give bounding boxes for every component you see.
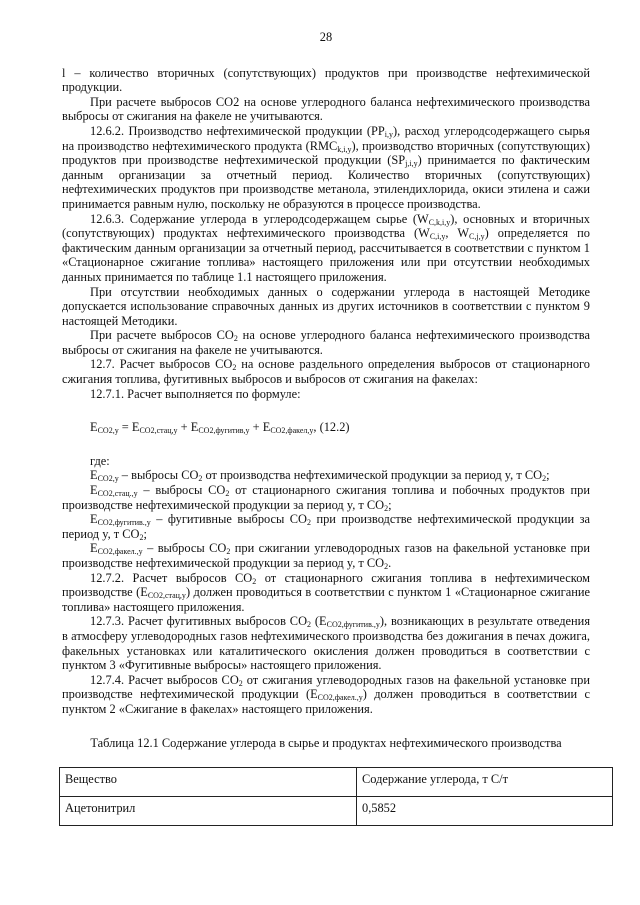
- paragraph-12-7-4: 12.7.4. Расчет выбросов $CO_2$ от сжигания углеводородных газов на факельной установке при производстве нефтехимической продукции $(E_{CO2,факел.,y})$ должен проводиться в соответствии с пунктом 2 «Сжигание в факелах» настоящего приложения.: [62, 672, 590, 716]
- table-row: [60, 797, 613, 826]
- table-header-carbon-content: Содержание углерода, т С/т: [357, 768, 613, 797]
- carbon-content-table: [59, 767, 613, 826]
- paragraph-12-7-1: 12.7.1. Расчет выполняется по формуле:: [90, 386, 301, 401]
- definition-e-co2-stac: $E_{CO2,стац.,y}$ – выбросы $CO_2$ от стационарного сжигания топлива и побочных продуктов при производстве нефтехимической продукции за период y, т $CO_2$;: [62, 483, 590, 513]
- paragraph-reference-data: При отсутствии необходимых данных о содержании углерода в настоящей Методике допускается использование справочных данных из других источников в соответствии с пунктом 9 настоящей Методики.: [62, 284, 590, 328]
- paragraph-12-7-2: 12.7.2. Расчет выбросов $CO_2$ от стационарного сжигания топлива в нефтехимическом производстве $(E_{CO2,стац,y})$ должен проводиться в соответствии с пунктом 1 «Стационарное сжигание топлива» настоящего приложения.: [62, 570, 590, 614]
- definition-e-co2-fug: $E_{CO2,фугитив.,y}$ – фугитивные выбросы $CO_2$ при производстве нефтехимической продукции за период y, т $CO_2$;: [62, 512, 590, 542]
- page-number: 28: [319, 30, 333, 44]
- definition-e-co2-y: $E_{CO2,y}$ – выбросы $CO_2$ от производства нефтехимической продукции за период y, т $CO_2$;: [90, 468, 550, 484]
- paragraph-12-7: 12.7. Расчет выбросов $CO_2$ на основе раздельного определения выбросов от стационарного сжигания топлива, фугитивных выбросов и выбросов от сжигания на факелах:: [62, 357, 590, 387]
- table-cell-carbon-content: 0,5852: [357, 797, 613, 826]
- document-page: [62, 30, 590, 826]
- paragraph-co2-balance-note: При расчете выбросов CO2 на основе углеродного баланса нефтехимического производства выбросы от сжигания на факеле не учитываются.: [62, 94, 590, 124]
- paragraph-12-6-2: 12.6.2. Производство нефтехимической продукции $(PP_{i,y})$, расход углеродсодержащего сырья на производство нефтехимического продукта $(RMC_{k,i,y})$, производство вторичных (сопутствующих) продуктов при производстве нефтехимической продукции $(SP_{j,i,y})$ принимается по фактическим данным организации за отчетный период. Количество вторичных (сопутствующих) нефтехимических продуктов при производстве метанола, этилендихлорида, окиси этилена и сажи принимается равным нулю, поскольку не образуются в процессе производства.: [62, 123, 590, 211]
- paragraph-flare-note: При расчете выбросов $CO_2$ на основе углеродного баланса нефтехимического производства выбросы от сжигания на факеле не учитываются.: [62, 328, 590, 357]
- paragraph-12-6-3: 12.6.3. Содержание углерода в углеродсодержащем сырье $(W_{C,k,i,y})$, основных и вторичных (сопутствующих) продуктах нефтехимического производства ($W_{C,i,y}$, $W_{C,j,y}$) определяется по фактическим данным организации за отчетный период, рассчитывается в соответствии с пунктом 1 «Стационарное сжигание топлива» настоящего приложения или при отсутствии необходимых данных принимается по таблице 1.1 настоящего приложения.: [62, 211, 590, 284]
- formula-12-2: $E_{CO2,y} = E_{CO2,стац,y} + E_{CO2,фугитив,y} + E_{CO2,факел,y}$, (12.2): [90, 420, 350, 436]
- table-caption: Таблица 12.1 Содержание углерода в сырье и продуктах нефтехимического производства: [90, 735, 562, 750]
- table-header-substance: Вещество: [60, 768, 357, 797]
- table-cell-substance: Ацетонитрил: [60, 797, 357, 826]
- where-label: где:: [90, 453, 110, 468]
- paragraph-12-7-3: 12.7.3. Расчет фугитивных выбросов $CO_2$ $(E_{CO2,фугитив.,y})$, возникающих в результате отведения в атмосферу углеводородных газов нефтехимического производства без дожигания в печах дожига, факельных установках или каталитического окисления должен проводиться в соответствии с пунктом 3 «Фугитивные выбросы» настоящего приложения.: [62, 614, 591, 673]
- paragraph-l-definition: l – количество вторичных (сопутствующих) продуктов при производстве нефтехимической продукции.: [62, 65, 590, 95]
- table-header-row: [60, 768, 613, 797]
- definition-e-co2-fakel: $E_{CO2,факел.,y}$ – выбросы $CO_2$ при сжигании углеводородных газов на факельной установке при производстве нефтехимической продукции за период y, т $CO_2$.: [62, 541, 590, 571]
